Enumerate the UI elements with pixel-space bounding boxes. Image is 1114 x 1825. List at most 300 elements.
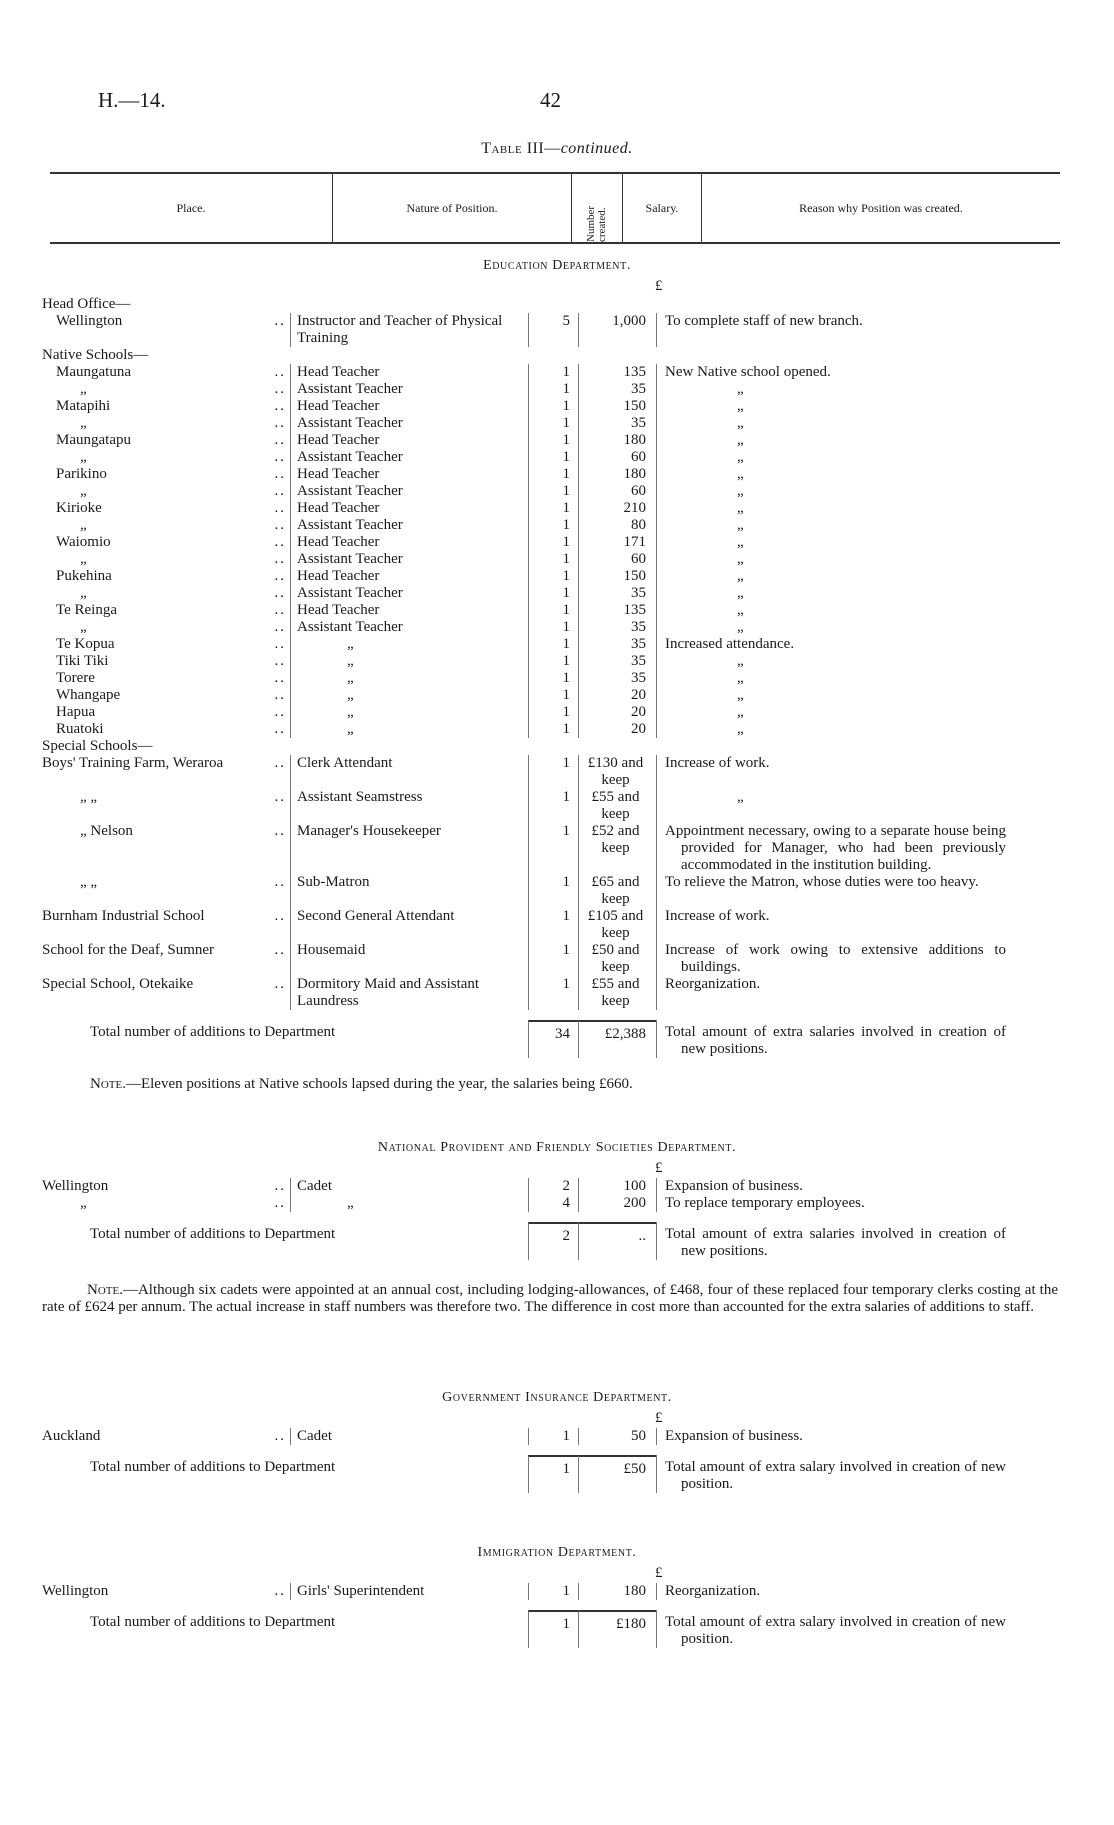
place-cell: Torere .. [56, 670, 286, 686]
salary-cell: 150 [578, 568, 656, 585]
position-cell: Head Teacher [290, 500, 528, 517]
place-cell: Pukehina .. [56, 568, 286, 584]
dot-leader: .. [274, 653, 286, 669]
table-row [0, 1583, 1114, 1600]
dot-leader: .. [274, 1428, 286, 1444]
header-salary: Salary. [623, 174, 702, 242]
reason-cell: „ [656, 670, 1006, 687]
number-created-cell: 1 [528, 619, 578, 636]
salary-cell [578, 347, 656, 364]
salary-cell [578, 296, 656, 313]
total-salary: .. [578, 1222, 656, 1260]
total-reason: Total amount of extra salary involved in creation of new position. [656, 1610, 1006, 1648]
reason-cell: „ [656, 500, 1006, 517]
table-row [0, 704, 1114, 721]
position-cell: Head Teacher [290, 364, 528, 381]
department-title: Government Insurance Department. [442, 1390, 672, 1405]
position-cell: „ [290, 1195, 528, 1212]
dot-leader: .. [274, 721, 286, 737]
currency-header [0, 1410, 1114, 1428]
salary-cell: £105 and keep [578, 908, 656, 942]
salary-cell: 35 [578, 415, 656, 432]
place-cell: Maungatapu .. [56, 432, 286, 448]
number-created-cell: 5 [528, 313, 578, 347]
position-cell: „ [290, 636, 528, 653]
salary-cell: 35 [578, 670, 656, 687]
dot-leader: .. [274, 755, 286, 771]
reason-cell: „ [656, 483, 1006, 500]
place-cell: Whangape .. [56, 687, 286, 703]
number-created-cell: 1 [528, 1583, 578, 1600]
department-title: Education Department. [483, 258, 631, 273]
total-label: Total number of additions to Department [90, 1459, 336, 1475]
position-cell: Assistant Teacher [290, 517, 528, 534]
position-cell: Clerk Attendant [290, 755, 528, 789]
dot-leader: .. [274, 1583, 286, 1599]
number-created-cell: 1 [528, 585, 578, 602]
number-created-cell: 4 [528, 1195, 578, 1212]
reason-cell: New Native school opened. [656, 364, 1006, 381]
position-cell: Assistant Teacher [290, 551, 528, 568]
position-cell: Assistant Teacher [290, 619, 528, 636]
dot-leader: .. [274, 874, 286, 890]
header-position: Nature of Position. [333, 174, 572, 242]
reason-cell: „ [656, 687, 1006, 704]
table-row [0, 670, 1114, 687]
reason-cell: „ [656, 721, 1006, 738]
position-cell: Housemaid [290, 942, 528, 976]
place-cell: Te Kopua .. [56, 636, 286, 652]
dot-leader: .. [274, 670, 286, 686]
salary-cell: 35 [578, 381, 656, 398]
dot-leader: .. [274, 908, 286, 924]
dot-leader: .. [274, 449, 286, 465]
place-cell: „ .. [80, 449, 286, 465]
table-row [0, 483, 1114, 500]
number-created-cell [528, 738, 578, 755]
salary-cell: 20 [578, 721, 656, 738]
place-cell: Special School, Otekaike .. [42, 976, 286, 992]
salary-cell: 20 [578, 704, 656, 721]
pound-sign: £ [655, 1565, 663, 1581]
position-cell: „ [290, 670, 528, 687]
salary-cell: £55 and keep [578, 789, 656, 823]
place-cell: „ .. [80, 1195, 286, 1211]
position-cell: „ [290, 687, 528, 704]
table-row [0, 313, 1114, 347]
number-created-cell: 1 [528, 364, 578, 381]
salary-cell: 135 [578, 602, 656, 619]
table-row [0, 619, 1114, 636]
salary-cell: £55 and keep [578, 976, 656, 1010]
table-row [0, 789, 1114, 823]
total-reason: Total amount of extra salaries involved in creation of new positions. [656, 1222, 1006, 1260]
number-created-cell: 1 [528, 942, 578, 976]
reason-cell: „ [656, 653, 1006, 670]
group-heading-row [0, 296, 1114, 313]
position-cell: Head Teacher [290, 398, 528, 415]
table-row [0, 381, 1114, 398]
total-row [0, 1020, 1114, 1058]
place-cell: „ .. [80, 483, 286, 499]
dot-leader: .. [274, 500, 286, 516]
reason-cell: Increase of work. [656, 755, 1006, 789]
number-created-cell: 1 [528, 381, 578, 398]
table-row [0, 874, 1114, 908]
currency-header [0, 1160, 1114, 1178]
department-section [0, 1545, 1114, 1648]
reason-cell: Expansion of business. [656, 1428, 1006, 1445]
dot-leader: .. [274, 313, 286, 329]
place-cell: „ „ .. [80, 874, 286, 890]
reason-cell: „ [656, 534, 1006, 551]
place-cell: Wellington .. [56, 313, 286, 329]
position-cell: Assistant Teacher [290, 381, 528, 398]
table-title-main: Table III— [481, 140, 561, 157]
table-title [0, 140, 1114, 158]
total-number: 1 [528, 1610, 578, 1648]
number-created-cell: 1 [528, 823, 578, 874]
place-cell: Auckland .. [42, 1428, 286, 1444]
number-created-cell [528, 296, 578, 313]
dot-leader: .. [274, 398, 286, 414]
salary-cell: 60 [578, 449, 656, 466]
total-label: Total number of additions to Department [90, 1614, 336, 1630]
total-number: 1 [528, 1455, 578, 1493]
salary-cell: 35 [578, 636, 656, 653]
place-cell: Te Reinga .. [56, 602, 286, 618]
reason-cell: „ [656, 789, 1006, 823]
salary-cell: 100 [578, 1178, 656, 1195]
place-cell: „ Nelson .. [80, 823, 286, 839]
note-text: —Although six cadets were appointed at an annual cost, including lodging-allowances, of £468, four of these replaced four temporary clerks costing at the rate of £624 per annum. The actual increase in staff numbers was therefore two. The difference in cost more than accounted for the extra salaries of additions to staff. [42, 1282, 1058, 1315]
table-row [0, 721, 1114, 738]
salary-cell: £130 and keep [578, 755, 656, 789]
table-row [0, 602, 1114, 619]
number-created-cell: 1 [528, 398, 578, 415]
position-cell: Instructor and Teacher of Physical Training [290, 313, 528, 347]
place-cell: Tiki Tiki .. [56, 653, 286, 669]
number-created-cell: 1 [528, 1428, 578, 1445]
salary-cell: 50 [578, 1428, 656, 1445]
department-note [42, 1282, 1058, 1316]
position-cell: „ [290, 653, 528, 670]
table-row [0, 1428, 1114, 1445]
dot-leader: .. [274, 432, 286, 448]
pound-sign: £ [655, 278, 663, 294]
salary-cell: 60 [578, 483, 656, 500]
salary-cell: £65 and keep [578, 874, 656, 908]
number-created-cell: 1 [528, 976, 578, 1010]
place-cell: Special Schools— [42, 738, 153, 754]
total-label: Total number of additions to Department [90, 1226, 336, 1242]
number-created-cell: 1 [528, 721, 578, 738]
position-cell: Cadet [290, 1428, 528, 1445]
currency-header [0, 1565, 1114, 1583]
number-created-cell: 1 [528, 415, 578, 432]
table-row [0, 755, 1114, 789]
reason-cell: „ [656, 415, 1006, 432]
table-row [0, 976, 1114, 1010]
table-row [0, 823, 1114, 874]
table-row [0, 500, 1114, 517]
total-number: 34 [528, 1020, 578, 1058]
number-created-cell: 1 [528, 500, 578, 517]
salary-cell: £50 and keep [578, 942, 656, 976]
reason-cell: Expansion of business. [656, 1178, 1006, 1195]
place-cell: Kirioke .. [56, 500, 286, 516]
table-row [0, 908, 1114, 942]
reason-cell: „ [656, 398, 1006, 415]
dot-leader: .. [274, 942, 286, 958]
place-cell: „ „ .. [80, 789, 286, 805]
salary-cell: 80 [578, 517, 656, 534]
reason-cell: Increase of work owing to extensive additions to buildings. [656, 942, 1006, 976]
place-cell: Boys' Training Farm, Weraroa .. [42, 755, 286, 771]
position-cell: Head Teacher [290, 568, 528, 585]
position-cell: Girls' Superintendent [290, 1583, 528, 1600]
total-row [0, 1610, 1114, 1648]
reason-cell: „ [656, 381, 1006, 398]
department-note [42, 1076, 1058, 1093]
position-cell: „ [290, 721, 528, 738]
dot-leader: .. [274, 364, 286, 380]
reason-cell: Increased attendance. [656, 636, 1006, 653]
position-cell: Second General Attendant [290, 908, 528, 942]
pound-sign: £ [655, 1410, 663, 1426]
position-cell: Manager's Housekeeper [290, 823, 528, 874]
number-created-cell: 1 [528, 602, 578, 619]
table-row [0, 636, 1114, 653]
table-row [0, 653, 1114, 670]
salary-cell: 60 [578, 551, 656, 568]
position-cell [290, 296, 528, 313]
place-cell: „ .. [80, 551, 286, 567]
dot-leader: .. [274, 551, 286, 567]
dot-leader: .. [274, 789, 286, 805]
salary-cell: 180 [578, 432, 656, 449]
reason-cell: Appointment necessary, owing to a separate house being provided for Manager, who had been previously accommodated in the institution building. [656, 823, 1006, 874]
reason-cell: „ [656, 551, 1006, 568]
reason-cell: To replace temporary employees. [656, 1195, 1006, 1212]
number-created-cell: 1 [528, 908, 578, 942]
dot-leader: .. [274, 517, 286, 533]
dot-leader: .. [274, 704, 286, 720]
place-cell: Wellington .. [42, 1178, 286, 1194]
position-cell: Assistant Teacher [290, 585, 528, 602]
dot-leader: .. [274, 1195, 286, 1211]
place-cell: „ .. [80, 517, 286, 533]
position-cell: Head Teacher [290, 534, 528, 551]
dot-leader: .. [274, 687, 286, 703]
dot-leader: .. [274, 483, 286, 499]
table-row [0, 415, 1114, 432]
reason-cell [656, 738, 1006, 755]
note-label: Note. [87, 1282, 123, 1298]
number-created-cell: 1 [528, 568, 578, 585]
number-created-cell: 1 [528, 704, 578, 721]
table-row [0, 432, 1114, 449]
dot-leader: .. [274, 568, 286, 584]
note-label: Note. [90, 1076, 126, 1092]
salary-cell: 135 [578, 364, 656, 381]
salary-cell: £52 and keep [578, 823, 656, 874]
table-row [0, 534, 1114, 551]
salary-cell: 35 [578, 585, 656, 602]
pound-sign: £ [655, 1160, 663, 1176]
position-cell: Head Teacher [290, 432, 528, 449]
total-reason: Total amount of extra salary involved in creation of new position. [656, 1455, 1006, 1493]
number-created-cell: 1 [528, 517, 578, 534]
number-created-cell: 2 [528, 1178, 578, 1195]
salary-cell: 200 [578, 1195, 656, 1212]
position-cell: Dormitory Maid and Assistant Laundress [290, 976, 528, 1010]
reason-cell: To complete staff of new branch. [656, 313, 1006, 347]
reason-cell: Increase of work. [656, 908, 1006, 942]
salary-cell: 210 [578, 500, 656, 517]
header-place: Place. [50, 174, 333, 242]
table-row [0, 568, 1114, 585]
position-cell [290, 347, 528, 364]
dot-leader: .. [274, 976, 286, 992]
total-row [0, 1222, 1114, 1260]
dot-leader: .. [274, 534, 286, 550]
group-heading-row [0, 738, 1114, 755]
salary-cell: 35 [578, 619, 656, 636]
number-created-cell [528, 347, 578, 364]
department-title: National Provident and Friendly Societies Department. [377, 1140, 737, 1155]
salary-cell [578, 738, 656, 755]
dot-leader: .. [274, 602, 286, 618]
number-created-cell: 1 [528, 534, 578, 551]
table-row [0, 398, 1114, 415]
reason-cell: „ [656, 585, 1006, 602]
dot-leader: .. [274, 415, 286, 431]
total-salary: £2,388 [578, 1020, 656, 1058]
dot-leader: .. [274, 636, 286, 652]
table-row [0, 1178, 1114, 1195]
reason-cell: To relieve the Matron, whose duties were too heavy. [656, 874, 1006, 908]
place-cell: Maungatuna .. [56, 364, 286, 380]
department-section [0, 258, 1114, 1093]
place-cell: Burnham Industrial School .. [42, 908, 286, 924]
reason-cell: „ [656, 619, 1006, 636]
place-cell: Head Office— [42, 296, 131, 312]
table-row [0, 551, 1114, 568]
number-created-cell: 1 [528, 449, 578, 466]
position-cell: Assistant Teacher [290, 449, 528, 466]
reason-cell: „ [656, 432, 1006, 449]
salary-cell: 171 [578, 534, 656, 551]
dot-leader: .. [274, 823, 286, 839]
position-cell: Assistant Teacher [290, 483, 528, 500]
reason-cell [656, 347, 1006, 364]
dot-leader: .. [274, 381, 286, 397]
salary-cell: 150 [578, 398, 656, 415]
department-section [0, 1140, 1114, 1316]
position-cell: Sub-Matron [290, 874, 528, 908]
position-cell: Assistant Seamstress [290, 789, 528, 823]
place-cell: Wellington .. [42, 1583, 286, 1599]
place-cell: Ruatoki .. [56, 721, 286, 737]
number-created-cell: 1 [528, 687, 578, 704]
table-title-suffix: continued. [560, 140, 633, 157]
header-reason: Reason why Position was created. [799, 200, 963, 215]
number-created-cell: 1 [528, 789, 578, 823]
dot-leader: .. [274, 1178, 286, 1194]
position-cell: Head Teacher [290, 602, 528, 619]
reason-cell: Reorganization. [656, 1583, 1006, 1600]
number-created-cell: 1 [528, 636, 578, 653]
currency-header [0, 278, 1114, 296]
header-number [572, 174, 623, 242]
table-row [0, 466, 1114, 483]
place-cell: „ .. [80, 585, 286, 601]
reason-cell: Reorganization. [656, 976, 1006, 1010]
dot-leader: .. [274, 619, 286, 635]
place-cell: School for the Deaf, Sumner .. [42, 942, 286, 958]
position-cell: Cadet [290, 1178, 528, 1195]
position-cell: Head Teacher [290, 466, 528, 483]
place-cell: Matapihi .. [56, 398, 286, 414]
total-salary: £180 [578, 1610, 656, 1648]
reason-cell: „ [656, 449, 1006, 466]
table-row [0, 942, 1114, 976]
document-code: H.—14. [98, 88, 166, 112]
note-text: —Eleven positions at Native schools lapsed during the year, the salaries being £660. [125, 1076, 633, 1092]
position-cell [290, 738, 528, 755]
salary-cell: 180 [578, 1583, 656, 1600]
table-row [0, 1195, 1114, 1212]
number-created-cell: 1 [528, 483, 578, 500]
department-section [0, 1390, 1114, 1493]
dot-leader: .. [274, 466, 286, 482]
salary-cell: 35 [578, 653, 656, 670]
place-cell: Waiomio .. [56, 534, 286, 550]
reason-cell: „ [656, 704, 1006, 721]
table-row [0, 449, 1114, 466]
group-heading-row [0, 347, 1114, 364]
page-number: 42 [540, 88, 561, 112]
total-salary: £50 [578, 1455, 656, 1493]
position-cell: Assistant Teacher [290, 415, 528, 432]
total-number: 2 [528, 1222, 578, 1260]
table-row [0, 364, 1114, 381]
place-cell: „ .. [80, 619, 286, 635]
reason-cell: „ [656, 568, 1006, 585]
salary-cell: 1,000 [578, 313, 656, 347]
table-header [50, 172, 1060, 244]
total-reason: Total amount of extra salaries involved in creation of new positions. [656, 1020, 1006, 1058]
number-created-cell: 1 [528, 653, 578, 670]
salary-cell: 20 [578, 687, 656, 704]
reason-cell: „ [656, 517, 1006, 534]
number-created-cell: 1 [528, 670, 578, 687]
total-row [0, 1455, 1114, 1493]
department-title: Immigration Department. [477, 1545, 637, 1560]
place-cell: Hapua .. [56, 704, 286, 720]
place-cell: Native Schools— [42, 347, 149, 363]
position-cell: „ [290, 704, 528, 721]
table-row [0, 585, 1114, 602]
place-cell: Parikino .. [56, 466, 286, 482]
salary-cell: 180 [578, 466, 656, 483]
number-created-cell: 1 [528, 432, 578, 449]
reason-cell: „ [656, 466, 1006, 483]
number-created-cell: 1 [528, 466, 578, 483]
number-created-cell: 1 [528, 755, 578, 789]
dot-leader: .. [274, 585, 286, 601]
